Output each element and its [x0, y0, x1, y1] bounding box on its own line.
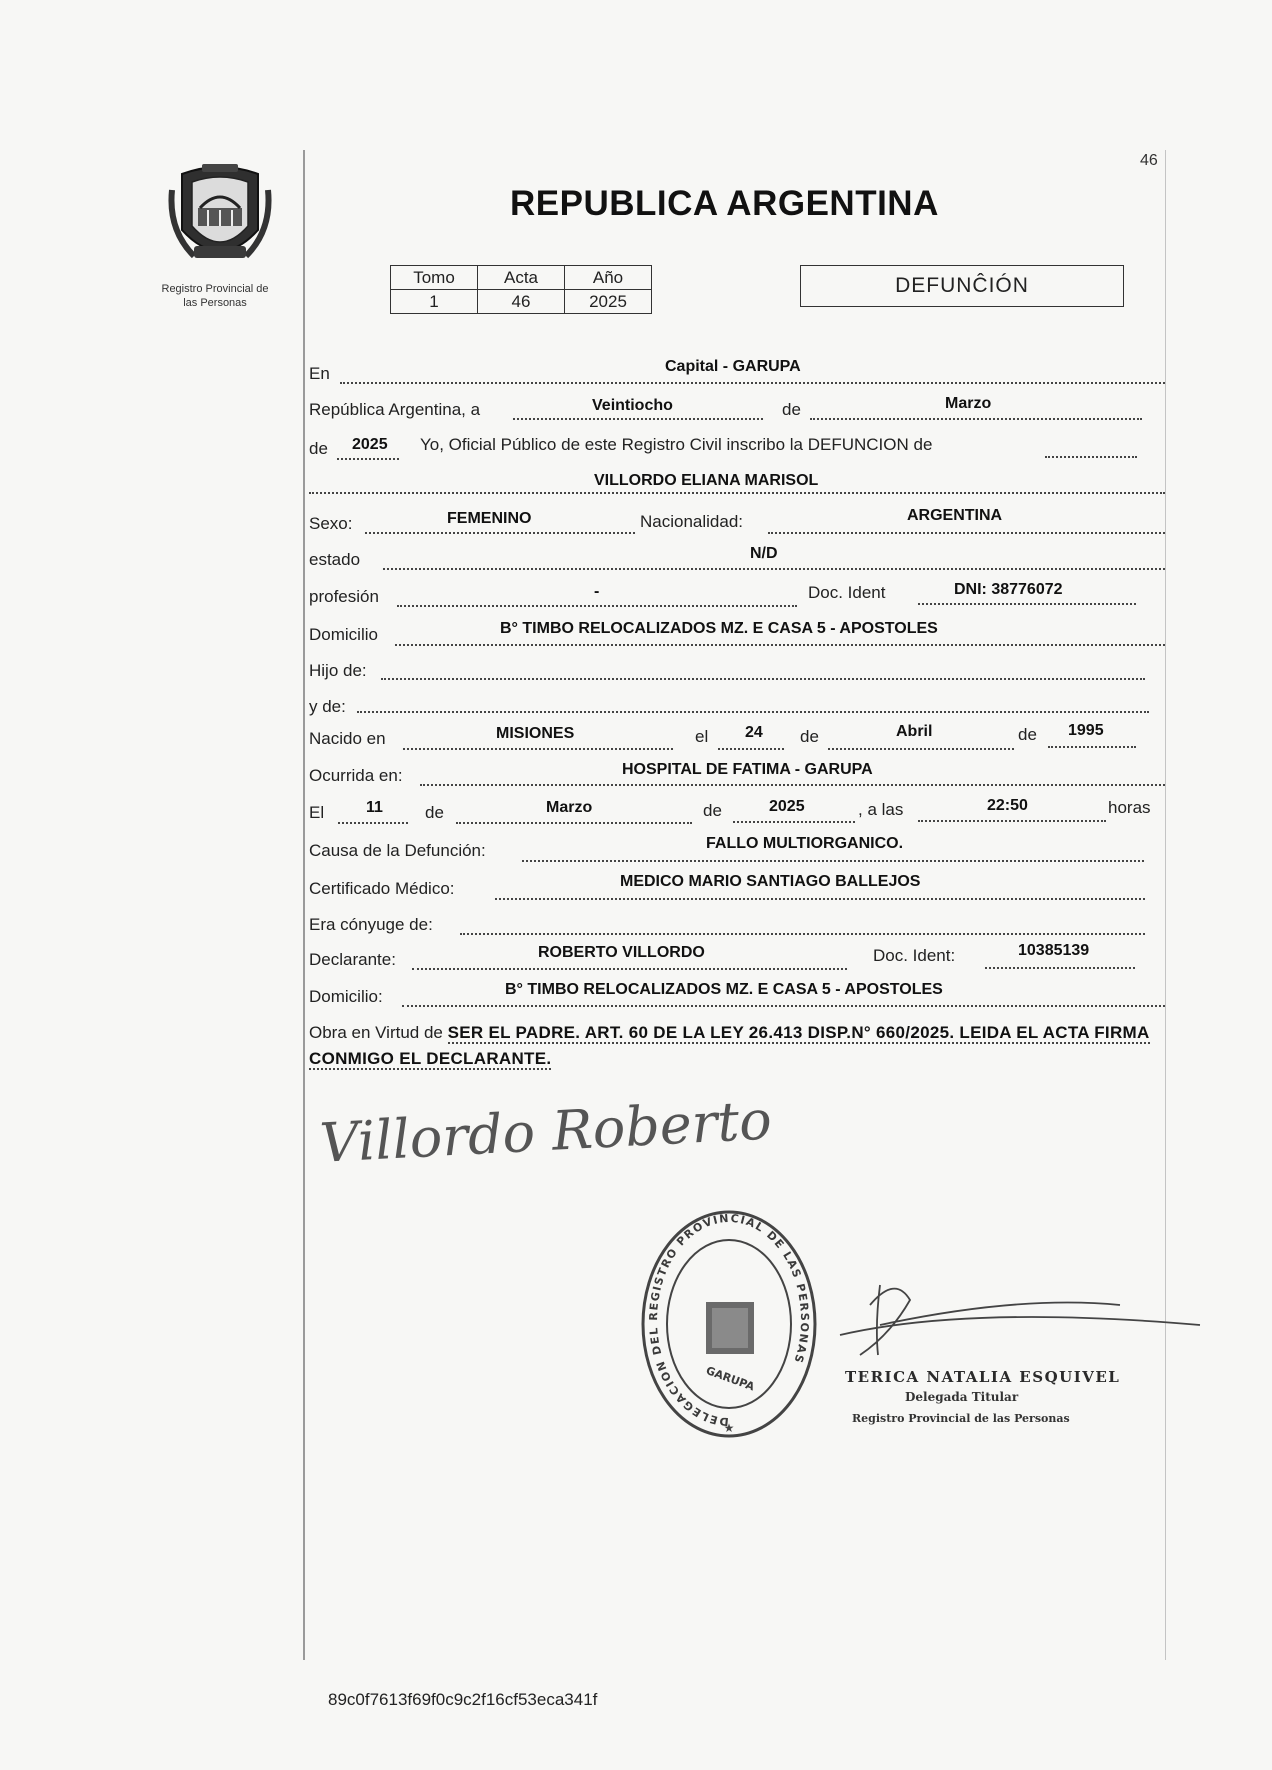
domicilio-value: B° TIMBO RELOCALIZADOS MZ. E CASA 5 - APOSTOLES: [500, 620, 938, 637]
ocurrida-value: HOSPITAL DE FATIMA - GARUPA: [622, 761, 873, 778]
ocurrida-dotted-line: [420, 784, 1165, 786]
el-label: el: [695, 727, 709, 746]
de-label-3: de: [800, 727, 819, 746]
death-year: 2025: [769, 798, 805, 815]
declarante-doc-label: Doc. Ident:: [873, 946, 956, 965]
stamp-inner-text: GARUPA: [704, 1363, 757, 1394]
stamp-ring-text: DELEGACION DEL REGISTRO PROVINCIAL DE LAS PERSONAS: [646, 1211, 812, 1429]
doc-ident-value: DNI: 38776072: [954, 581, 1063, 598]
de-label-6: de: [703, 801, 722, 820]
profesion-label: profesión: [309, 587, 379, 606]
officer-org: Registro Provincial de las Personas: [852, 1412, 1070, 1425]
declarant-signature: [300, 1080, 774, 1180]
en-value: Capital - GARUPA: [665, 358, 801, 375]
death-month: Marzo: [546, 799, 593, 816]
domicilio-label: Domicilio: [309, 625, 378, 644]
y-de-dotted-line: [357, 711, 1149, 713]
certificado-value: MEDICO MARIO SANTIAGO BALLEJOS: [620, 873, 921, 890]
nacionalidad-value: ARGENTINA: [907, 507, 1003, 524]
obra-prefix: Obra en Virtud de: [309, 1023, 443, 1042]
de-label-2: de: [309, 439, 328, 458]
oficial-dotted-line: [1045, 456, 1137, 458]
horas-label: horas: [1108, 798, 1151, 817]
obra-text: SER EL PADRE. ART. 60 DE LA LEY 26.413 DISP.N° 660/2025. LEIDA EL ACTA FIRMA CONMIGO EL DECLARANTE.: [309, 1023, 1150, 1068]
declarante-dotted-line: [412, 968, 847, 970]
record-table-value-row: [391, 290, 652, 314]
year-dotted-line: [337, 458, 399, 460]
day-words: Veintiocho: [592, 397, 673, 414]
profesion-dotted-line: [397, 605, 797, 607]
doc-ident-label: Doc. Ident: [808, 583, 886, 602]
death-month-dotted-line: [456, 822, 692, 824]
declarante-doc-value: 10385139: [1018, 942, 1090, 959]
death-day-dotted-line: [338, 822, 408, 824]
left-margin-line: [303, 150, 305, 1660]
de-label-5: de: [425, 803, 444, 822]
nacido-place: MISIONES: [496, 725, 575, 742]
alas-label: , a las: [858, 800, 904, 819]
record-header-acta: Acta: [478, 266, 565, 290]
hijo-de-dotted-line: [381, 678, 1145, 680]
birth-month: Abril: [896, 723, 933, 740]
page-title: REPUBLICA ARGENTINA: [510, 184, 939, 223]
page-number: 46: [1140, 152, 1158, 169]
declarante-label: Declarante:: [309, 950, 396, 969]
sexo-dotted-line: [365, 532, 635, 534]
declarante-value: ROBERTO VILLORDO: [538, 944, 705, 961]
declarante-domicilio-dotted-line: [402, 1005, 1165, 1007]
nacionalidad-dotted-line: [768, 532, 1165, 534]
registry-line1: Registro Provincial de: [161, 283, 269, 295]
year-value: 2025: [352, 436, 388, 453]
domicilio-dotted-line: [395, 644, 1165, 646]
birth-day-dotted-line: [718, 748, 784, 750]
day-dotted-line: [513, 418, 763, 420]
birth-year: 1995: [1068, 722, 1104, 739]
obra-paragraph: [309, 1020, 1169, 1072]
oficial-text: Yo, Oficial Público de este Registro Civil inscribo la DEFUNCION de: [420, 435, 933, 454]
month-words: Marzo: [945, 395, 992, 412]
en-label: En: [309, 364, 330, 383]
death-year-dotted-line: [733, 821, 855, 823]
birth-year-dotted-line: [1048, 746, 1136, 748]
causa-dotted-line: [522, 860, 1144, 862]
el-label-2: El: [309, 803, 325, 822]
y-de-label: y de:: [309, 697, 346, 716]
de-label-4: de: [1018, 725, 1037, 744]
ocurrida-label: Ocurrida en:: [309, 766, 403, 785]
estado-dotted-line: [383, 568, 1165, 570]
republica-label: República Argentina, a: [309, 400, 481, 419]
death-day: 11: [366, 799, 383, 816]
provincial-crest-icon: [168, 160, 272, 278]
svg-text:★: ★: [723, 1421, 735, 1435]
conyuge-label: Era cónyuge de:: [309, 915, 433, 934]
death-time: 22:50: [987, 797, 1028, 814]
month-dotted-line: [810, 418, 1142, 420]
record-table: [390, 265, 652, 314]
declarante-domicilio-label: Domicilio:: [309, 987, 383, 1006]
right-margin-line: [1165, 150, 1166, 1660]
estado-value: N/D: [750, 545, 778, 562]
record-value-acta: 46: [478, 290, 565, 314]
registry-stamp: [640, 1210, 818, 1446]
conyuge-dotted-line: [460, 933, 1145, 935]
registry-line2: las Personas: [183, 297, 247, 309]
certificado-label: Certificado Médico:: [309, 879, 455, 898]
declarante-doc-dotted-line: [985, 967, 1135, 969]
profesion-value: -: [594, 583, 600, 600]
sexo-label: Sexo:: [309, 514, 353, 533]
nacido-place-dotted-line: [403, 748, 673, 750]
en-dotted-line: [340, 382, 1165, 384]
birth-day: 24: [745, 724, 763, 741]
birth-month-dotted-line: [828, 748, 1014, 750]
de-label-1: de: [782, 400, 801, 419]
officer-signature: [820, 1265, 1210, 1365]
causa-label: Causa de la Defunción:: [309, 841, 486, 860]
estado-label: estado: [309, 550, 361, 569]
declarante-domicilio-value: B° TIMBO RELOCALIZADOS MZ. E CASA 5 - APOSTOLES: [505, 981, 943, 998]
causa-value: FALLO MULTIORGANICO.: [706, 835, 904, 852]
record-header-tomo: Tomo: [391, 266, 478, 290]
nacido-label: Nacido en: [309, 729, 386, 748]
officer-role: Delegada Titular: [905, 1390, 1019, 1404]
declarant-signature-text: Villordo Roberto: [318, 1088, 774, 1175]
record-value-ano: 2025: [565, 290, 652, 314]
nacionalidad-label: Nacionalidad:: [640, 512, 744, 531]
officer-name: TERICA NATALIA ESQUIVEL: [845, 1368, 1121, 1386]
record-header-ano: Año: [565, 266, 652, 290]
certificado-dotted-line: [495, 898, 1145, 900]
record-value-tomo: 1: [391, 290, 478, 314]
sexo-value: FEMENINO: [447, 510, 532, 527]
death-time-dotted-line: [918, 820, 1106, 822]
record-table-header-row: [391, 266, 652, 290]
registry-caption: [140, 282, 290, 310]
hijo-de-label: Hijo de:: [309, 661, 367, 680]
record-type-box: DEFUNĈIÓN: [800, 265, 1124, 307]
name-dotted-line: [309, 492, 1165, 494]
deceased-name: VILLORDO ELIANA MARISOL: [594, 472, 819, 489]
doc-ident-dotted-line: [918, 603, 1136, 605]
document-hash: 89c0f7613f69f0c9c2f16cf53eca341f: [328, 1690, 598, 1709]
